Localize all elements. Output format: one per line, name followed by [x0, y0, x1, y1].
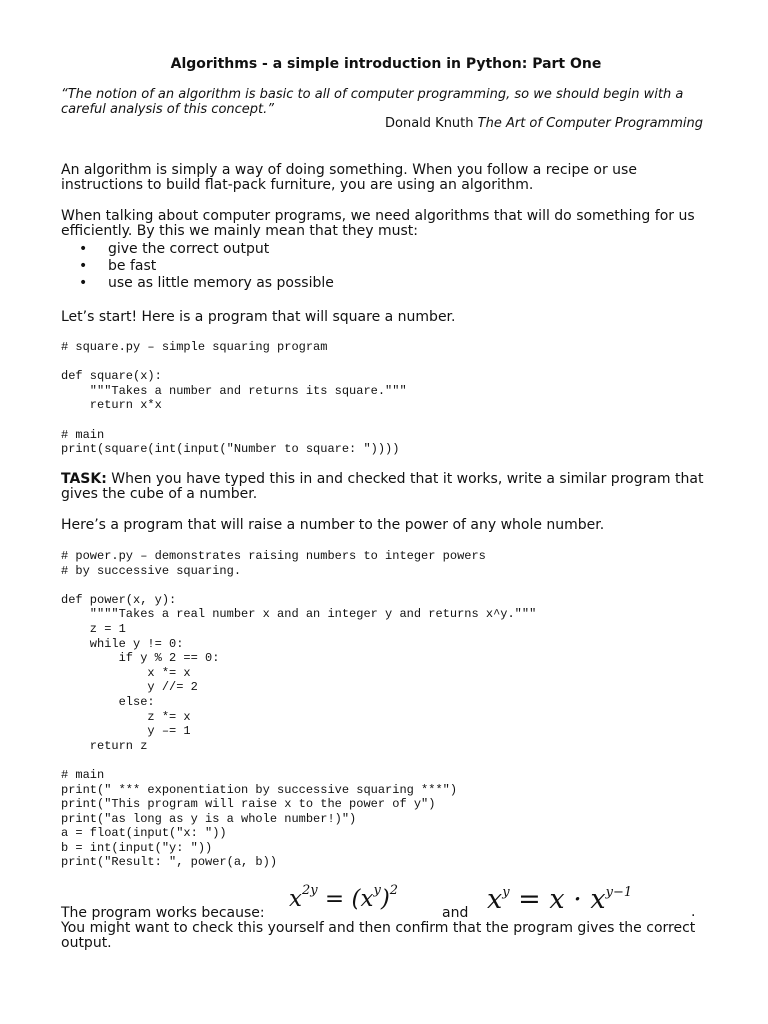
formula-decrement: $x^y = x \cdot x^{y-1}$ [487, 884, 633, 915]
and-word: and [442, 905, 469, 921]
quote-book: The Art of Computer Programming [477, 116, 703, 131]
power-intro-paragraph: Here’s a program that will raise a number to the power of any whole number. [61, 517, 605, 533]
programs-paragraph: When talking about computer programs, we need algorithms that will do something for us efficiently. By this we mainly mean that they must: [61, 208, 695, 239]
square-code-block: # square.py – simple squaring program def square(x): """Takes a number and returns its square.""" return x*x # main print(square(int(input("Number to square: ")))) [61, 340, 407, 457]
list-item: • be fast [61, 258, 334, 275]
task-text: When you have typed this in and checked that it works, write a similar program that gives the cube of a number. [61, 471, 704, 502]
requirements-list [61, 241, 334, 292]
knuth-quote: “The notion of an algorithm is basic to all of computer programming, so we should begin with a careful analysis of this concept.” [61, 87, 684, 117]
power-code-block: # power.py – demonstrates raising numbers to integer powers # by successive squaring. def power(x, y): """"Takes a real number x and an integer y and returns x^y.""" z = 1 while y != 0: if y % 2 == 0: x *= x y //= 2 else: z *= x y –= 1 return z # main print(" *** exponentiation by successive squaring ***") print("This program will raise x to the power of y") print("as long as y is a whole number!)") a = float(input("x: ")) b = int(input("y: ")) print("Result: ", power(a, b)) [61, 549, 537, 870]
intro-paragraph: An algorithm is simply a way of doing something. When you follow a recipe or use instructions to build flat-pack furniture, you are using an algorithm. [61, 162, 637, 193]
quote-author: Donald Knuth [385, 116, 474, 131]
list-item: • use as little memory as possible [61, 275, 334, 292]
document-title: Algorithms - a simple introduction in Python: Part One [170, 56, 602, 72]
check-paragraph: You might want to check this yourself and then confirm that the program gives the correct output. [61, 920, 696, 951]
sentence-period: . [691, 904, 696, 920]
lets-start-paragraph: Let’s start! Here is a program that will square a number. [61, 309, 456, 325]
formula-squaring: $x^{2y} = (x^y)^2$ [289, 883, 399, 912]
list-item: • give the correct output [61, 241, 334, 258]
quote-attribution [385, 116, 703, 131]
task-label: TASK: [61, 471, 107, 487]
task-paragraph [61, 472, 711, 502]
works-because-text: The program works because: [61, 905, 265, 921]
